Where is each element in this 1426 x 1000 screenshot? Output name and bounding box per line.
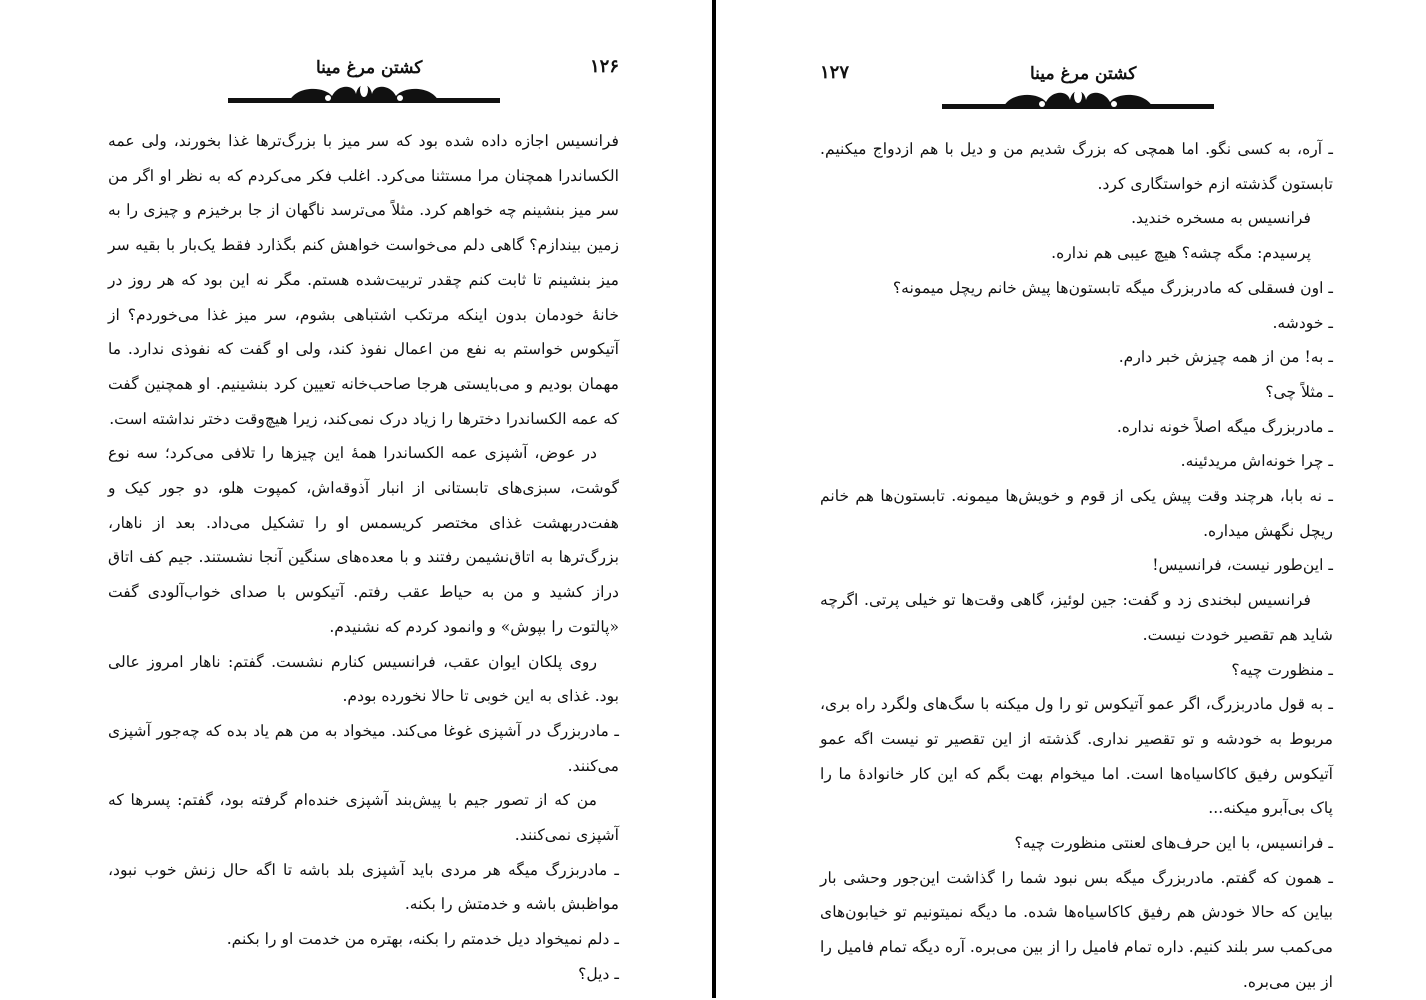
dialogue-line: ـ مادربزرگ در آشپزی غوغا می‌کند. میخواد به من هم یاد بده که چه‌جور آشپزی می‌کنند.: [108, 721, 619, 775]
right-page: [716, 0, 1426, 998]
dialogue-line: ـ مثلاً چی؟: [1265, 382, 1333, 401]
ornament-divider: [228, 80, 500, 108]
dialogue-line: ـ همون که گفتم. مادربزرگ میگه بس نبود شما را گذاشت این‌جور وحشی بار بیاین که حالا خودش هم رفیق کاکاسیاه‌ها شده. ما دیگه نمیتونیم تو خیابون‌های می‌کمب سر بلند کنیم. داره تمام فامیل را از بین می‌بره. آره دیگه تمام فامیل را از بین می‌بره.: [820, 868, 1333, 991]
dialogue-line: ـ به قول مادربزرگ، اگر عمو آتیکوس تو را ول میکنه با سگ‌های ولگرد راه بری، مربوط به خودشه و تو تقصیر نداری. گذشته از این تقصیر تو نیست اگه عمو آتیکوس رفیق کاکاسیاه‌ها است. اما میخوام بهت بگم که این کار خانوادهٔ ما را پاک بی‌آبرو میکنه...: [820, 695, 1333, 818]
running-head-title: کشتن مرغ مینا: [1030, 64, 1137, 84]
left-page: [0, 0, 712, 998]
dialogue-line: ـ آره، به کسی نگو. اما همچی که بزرگ شدیم من و دیل با هم ازدواج میکنیم. تابستون گذشته ازم خواستگاری کرد.: [820, 140, 1333, 193]
paragraph: روی پلکان ایوان عقب، فرانسیس کنارم نشست. گفتم: ناهار امروز عالی بود. غذای به این خوبی تا حالا نخورده بودم.: [108, 652, 619, 706]
dialogue-line: ـ مادربزرگ میگه اصلاً خونه نداره.: [1116, 417, 1333, 436]
dialogue-line: ـ دیل؟: [578, 964, 619, 983]
dialogue-line: ـ مادربزرگ میگه هر مردی باید آشپزی بلد باشه تا اگه حال زنش خوب نبود، مواظبش باشه و خدمتش را بکنه.: [108, 860, 619, 914]
dialogue-line: ـ این‌طور نیست، فرانسیس!: [1152, 556, 1333, 575]
dialogue-line: ـ خودشه.: [1272, 313, 1333, 332]
body-text: [108, 124, 619, 992]
paragraph: من که از تصور جیم با پیش‌بند آشپزی خنده‌ام گرفته بود، گفتم: پسرها که آشپزی نمی‌کنند.: [108, 791, 619, 845]
body-text: [820, 132, 1333, 1000]
running-head-title: کشتن مرغ مینا: [316, 58, 423, 78]
paragraph: پرسیدم: مگه چشه؟ هیچ عیبی هم نداره.: [1051, 244, 1311, 263]
dialogue-line: ـ منظورت چیه؟: [1231, 660, 1333, 679]
dialogue-line: ـ چرا خونه‌اش مریدئینه.: [1180, 452, 1333, 471]
dialogue-line: ـ به! من از همه چیزش خبر دارم.: [1118, 348, 1333, 367]
paragraph: فرانسیس لبخندی زد و گفت: جین لوئیز، گاهی وقت‌ها تو خیلی پرتی. اگرچه شاید هم تقصیر خودت نیست.: [820, 591, 1333, 644]
dialogue-line: ـ دلم نمیخواد دیل خدمتم را بکنه، بهتره من خدمت او را بکنم.: [226, 930, 619, 949]
paragraph: فرانسیس اجازه داده شده بود که سر میز با بزرگ‌ترها غذا بخورند، ولی عمه الکساندرا همچنان مرا مستثنا می‌کرد. اغلب فکر می‌کردم که به نظر او اگر من سر میز بنشینم چه خواهم کرد. مثلاً می‌ترسد ناگهان از جا برخیزم و چیزی را به زمین بیندازم؟ گاهی دلم می‌خواست خواهش کنم بگذارد فقط یک‌بار با بقیه سر میز بنشینم تا ثابت کنم چقدر تربیت‌شده هستم. مگر نه این بود که هر روز در خانهٔ خودمان بدون اینکه مرتکب اشتباهی بشوم، سر میز غذا می‌خوردم؟ از آتیکوس خواستم به نفع من اعمال نفوذ کند، ولی او گفت که نفوذی ندارد. ما مهمان بودیم و می‌بایستی هرجا صاحب‌خانه تعیین کرد بنشینیم. او همچنین گفت که عمه الکساندرا دخترها را زیاد درک نمی‌کند، زیرا هیچ‌وقت دختر نداشته است.: [108, 132, 619, 428]
page-number: ۱۲۶: [590, 56, 620, 77]
page-number: ۱۲۷: [820, 62, 850, 83]
dialogue-line: ـ نه بابا، هرچند وقت پیش یکی از قوم و خویش‌ها میمونه. تابستون‌ها هم خانم ریچل نگهش میداره.: [820, 487, 1333, 540]
ornament-divider: [942, 86, 1214, 114]
dialogue-line: ـ فرانسیس، با این حرف‌های لعنتی منظورت چیه؟: [1014, 834, 1333, 853]
dialogue-line: ـ اون فسقلی که مادربزرگ میگه تابستون‌ها پیش خانم ریچل میمونه؟: [892, 278, 1333, 297]
paragraph: در عوض، آشپزی عمه الکساندرا همهٔ این چیزها را تلافی می‌کرد؛ سه نوع گوشت، سبزی‌های تابستانی از انبار آذوقه‌اش، کمپوت هلو، دو جور کیک و هفت‌دربهشت غذای مختصر کریسمس او را تشکیل می‌داد. بعد از ناهار، بزرگ‌ترها به اتاق‌نشیمن رفتند و با معده‌های سنگین آنجا نشستند. جیم کف اتاق دراز کشید و من به حیاط عقب رفتم. آتیکوس با صدای خواب‌آلودی گفت «پالتوت را بپوش» و وانمود کردم که نشنیدم.: [108, 444, 619, 636]
paragraph: فرانسیس به مسخره خندید.: [1131, 209, 1311, 228]
